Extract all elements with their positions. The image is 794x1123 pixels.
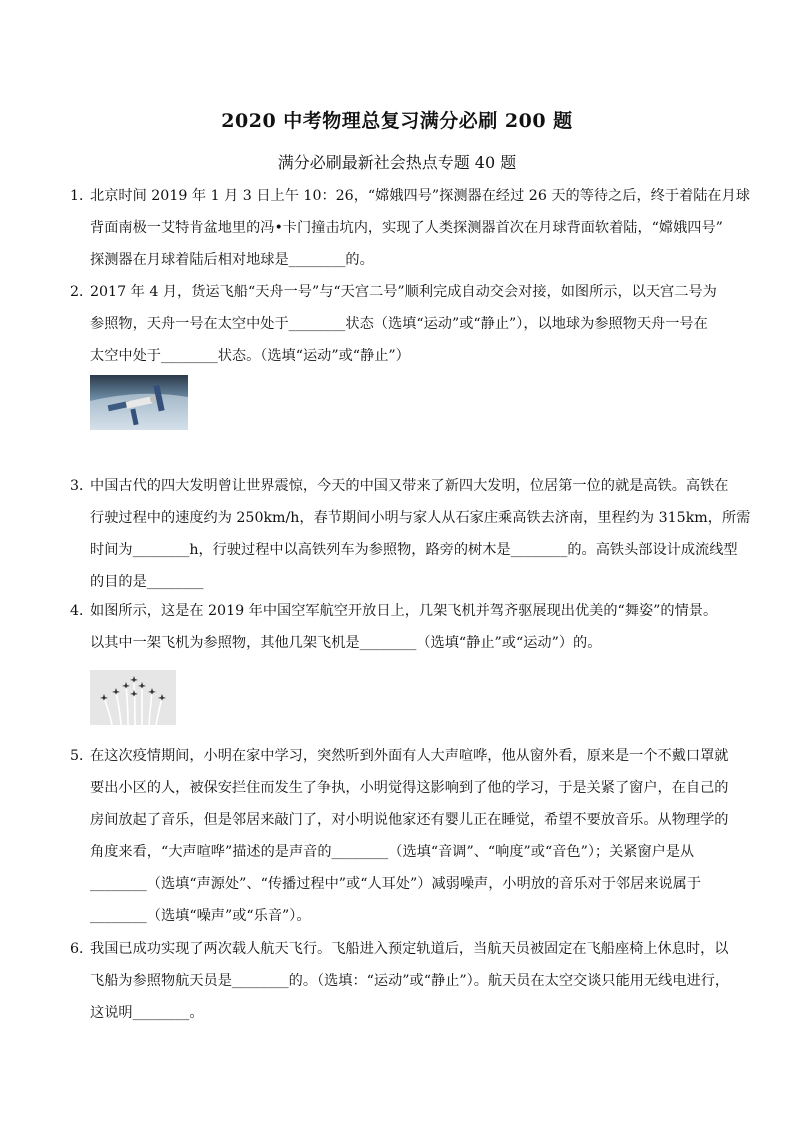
question-line: 太空中处于________状态。（选填“运动”或“静止”） [90,348,410,364]
space-station-image [90,375,188,430]
question-line: 房间放起了音乐，但是邻居来敲门了，对小明说他家还有婴儿正在睡觉，希望不要放音乐。从物理学的 [90,812,729,828]
question-2 [70,276,730,372]
question-line: 5．在这次疫情期间，小明在家中学习，突然听到外面有人大声喧哗，他从窗外看，原来是一个不戴口罩就 [70,740,730,772]
question-line: 的目的是________ [90,574,204,590]
question-line: 1．北京时间 2019 年 1 月 3 日上午 10：26，“嫦娥四号”探测器在经过 26 天的等待之后，终于着陆在月球 [70,180,730,212]
question-line: 以其中一架飞机为参照物，其他几架飞机是________（选填“静止”或“运动”）的。 [90,635,602,651]
question-number: 3． [70,478,94,494]
question-line: 时间为________h，行驶过程中以高铁列车为参照物，路旁的树木是________的。高铁头部设计成流线型 [90,542,738,558]
question-line: ________（选填“声源处”、“传播过程中”或“人耳处”）减弱噪声，小明放的音乐对于邻居来说属于 [90,876,702,892]
question-line: 探测器在月球着陆后相对地球是________的。 [90,252,374,268]
question-line: 要出小区的人，被保安拦住而发生了争执，小明觉得这影响到了他的学习，于是关紧了窗户，在自己的 [90,780,729,796]
question-3 [70,470,751,598]
question-line: 这说明________。 [90,1005,204,1021]
question-4 [70,595,730,659]
question-1 [70,180,750,276]
document-title: 2020 中考物理总复习满分必刷 200 题 [221,110,573,132]
question-6 [70,933,730,1029]
question-line: 6．我国已成功实现了两次载人航天飞行。飞船进入预定轨道后，当航天员被固定在飞船座椅上休息时，以 [70,933,730,965]
question-line: 参照物，天舟一号在太空中处于________状态（选填“运动”或“静止”），以地球为参照物天舟一号在 [90,316,708,332]
question-line: 角度来看，“大声喧哗”描述的是声音的________（选填“音调”、“响度”或“音色”）；关紧窗户是从 [90,844,695,860]
question-number: 4． [70,603,94,619]
question-number: 6． [70,941,94,957]
question-line: 2．2017 年 4 月，货运飞船“天舟一号”与“天宫二号”顺利完成自动交会对接，如图所示，以天宫二号为 [70,276,730,308]
question-line: 行驶过程中的速度约为 250km/h，春节期间小明与家人从石家庄乘高铁去济南，里程约为 315km，所需 [90,510,751,526]
question-line: 背面南极一艾特肯盆地里的冯•卡门撞击坑内，实现了人类探测器首次在月球背面软着陆，“嫦娥四号” [90,220,723,236]
question-line: 3．中国古代的四大发明曾让世界震惊，今天的中国又带来了新四大发明，位居第一位的就是高铁。高铁在 [70,470,730,502]
question-line: 4．如图所示，这是在 2019 年中国空军航空开放日上，几架飞机并驾齐驱展现出优美的“舞姿”的情景。 [70,595,730,627]
question-line: ________（选填“噪声”或“乐音”）。 [90,908,311,924]
question-number: 1． [70,188,94,204]
question-line: 飞船为参照物航天员是________的。（选填：“运动”或“静止”）。航天员在太空交谈只能用无线电进行， [90,973,730,989]
document-subtitle: 满分必刷最新社会热点专题 40 题 [277,153,517,172]
question-number: 5． [70,748,94,764]
aircraft-formation-image [90,670,176,725]
question-number: 2． [70,284,94,300]
question-5 [70,740,730,932]
